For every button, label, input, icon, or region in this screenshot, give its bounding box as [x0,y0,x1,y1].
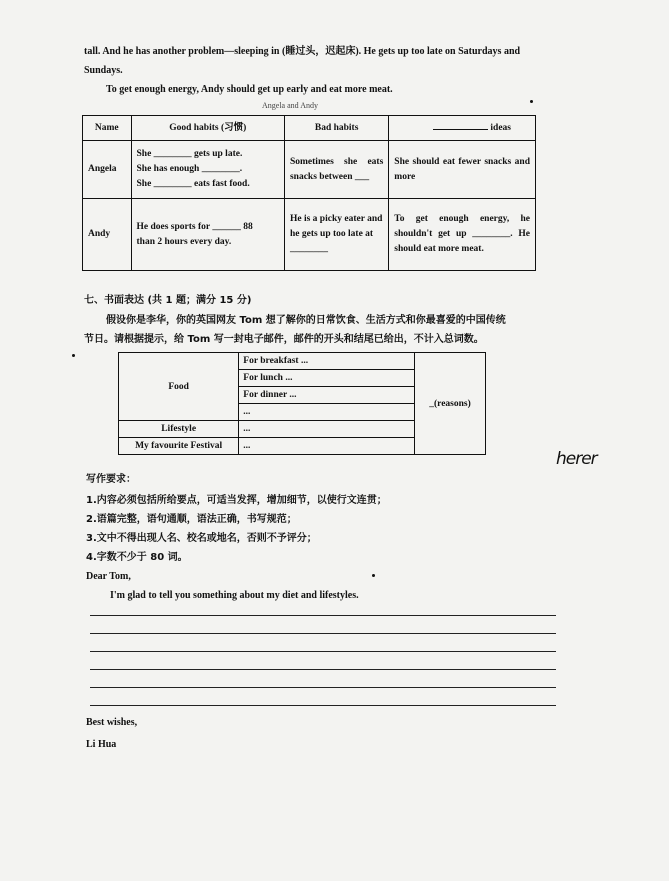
intro-line-2: Sundays. [84,65,123,76]
andy-idea: To get enough energy, he shouldn't get up ________. He should eat more meat. [389,199,536,271]
section-prompt-1: 假设你是李华，你的英国网友 Tom 想了解你的日常饮食、生活方式和你最喜爱的中国传统 [106,315,506,326]
table-header-row [83,116,536,141]
row-name-angela: Angela [83,141,132,199]
header-good-habits: Good habits (习惯) [131,116,284,141]
meal-lunch: For lunch ... [239,370,415,387]
ideas-blank[interactable] [433,129,488,130]
letter-closing: Best wishes, [86,717,138,728]
table-caption: Angela and Andy [262,101,318,110]
meal-more: ... [239,404,415,421]
intro-line-1: tall. And he has another problem—sleeping in (睡过头，迟起床). He gets up too late on Saturdays and [84,46,521,57]
good-line: She ________ eats fast food. [136,179,250,189]
habits-table [82,115,536,271]
handwriting-scribble: herer [556,449,597,469]
letter-opening: I'm glad to tell you something about my diet and lifestyles. [110,590,359,601]
requirement-item: 3.文中不得出现人名、校名或地名，否则不予评分； [86,533,317,544]
andy-bad-habits: He is a picky eater and he gets up too late at ________ [284,199,388,271]
header-ideas-label: ideas [490,122,511,133]
reasons-cell: _(reasons) [415,353,486,455]
lifestyle-label: Lifestyle [119,421,239,438]
good-line: She ________ gets up late. [136,149,243,159]
header-ideas [389,116,536,141]
lifestyle-value: ... [239,421,415,438]
requirement-item: 1.内容必须包括所给要点，可适当发挥，增加细节，以使行文连贯； [86,495,387,506]
angela-idea: She should eat fewer snacks and more [389,141,536,199]
requirements-title: 写作要求： [86,474,136,485]
section-title: 七、书面表达 (共 1 题；满分 15 分) [84,295,252,306]
speck [72,354,75,357]
meal-breakfast: For breakfast ... [239,353,415,370]
writing-line[interactable] [90,669,556,670]
good-line: She has enough ________. [136,164,243,174]
header-name: Name [83,116,132,141]
writing-line[interactable] [90,615,556,616]
festival-label: My favourite Festival [119,438,239,455]
good-line: He does sports for ______ 88 [136,221,253,232]
good-line: than 2 hours every day. [136,236,232,247]
requirement-item: 2.语篇完整，语句通顺，语法正确，书写规范； [86,514,297,525]
speck [372,574,375,577]
speck [530,100,533,103]
food-label: Food [119,353,239,421]
row-name-andy: Andy [83,199,132,271]
writing-line[interactable] [90,705,556,706]
writing-line[interactable] [90,651,556,652]
angela-bad-habits: Sometimes she eats snacks between ___ [284,141,388,199]
andy-good-habits [131,199,284,271]
header-bad-habits: Bad habits [284,116,388,141]
table-row [83,141,536,199]
intro-line-3: To get enough energy, Andy should get up early and eat more meat. [106,84,393,95]
angela-good-habits [131,141,284,199]
writing-line[interactable] [90,633,556,634]
table-row [119,353,486,370]
festival-value: ... [239,438,415,455]
section-prompt-2: 节日。请根据提示，给 Tom 写一封电子邮件，邮件的开头和结尾已给出，不计入总词数。 [84,334,484,345]
writing-line[interactable] [90,687,556,688]
table-row [83,199,536,271]
letter-greeting: Dear Tom, [86,571,131,582]
food-table [118,352,486,455]
letter-signature: Li Hua [86,739,117,750]
requirement-item: 4.字数不少于 80 词。 [86,552,188,563]
meal-dinner: For dinner ... [239,387,415,404]
